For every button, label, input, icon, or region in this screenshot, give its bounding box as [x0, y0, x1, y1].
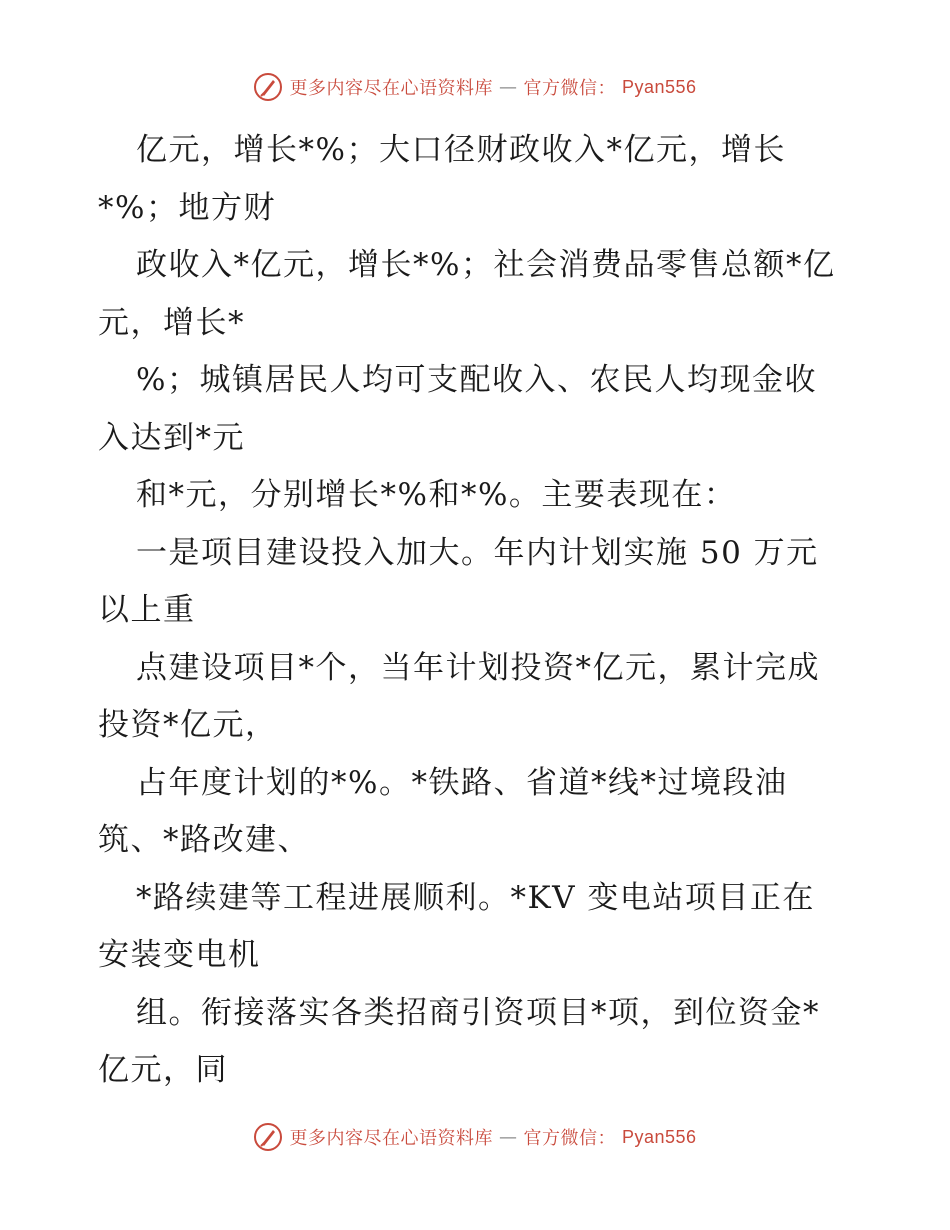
watermark-separator: —	[498, 1126, 518, 1148]
text-line: 元，增长*	[98, 304, 245, 341]
text-line: 一是项目建设投入加大。年内计划实施 50 万元	[136, 534, 819, 571]
watermark-suffix: 官方微信：	[523, 1128, 616, 1149]
quill-pen-logo-icon	[253, 72, 283, 102]
quill-pen-logo-icon	[253, 1122, 283, 1152]
text-line: 亿元，增长*%；大口径财政收入*亿元，增长	[136, 132, 786, 168]
document-body	[98, 122, 858, 1100]
watermark-text: 更多内容尽在心语资料库	[289, 1128, 493, 1149]
watermark-text: 更多内容尽在心语资料库	[289, 78, 493, 99]
text-line: 政收入*亿元，增长*%；社会消费品零售总额*亿	[136, 247, 836, 283]
text-line: 点建设项目*个，当年计划投资*亿元，累计完成	[136, 649, 820, 686]
text-line: *路续建等工程进展顺利。*KV 变电站项目正在	[136, 879, 815, 916]
text-line: 和*元，分别增长*%和*%。主要表现在：	[136, 477, 737, 513]
text-line: 亿元，同	[98, 1052, 228, 1088]
text-line: 占年度计划的*%。*铁路、省道*线*过境段油	[136, 764, 788, 801]
text-line: 筑、*路改建、	[98, 822, 310, 858]
footer-watermark	[0, 1122, 950, 1152]
text-line: 组。衔接落实各类招商引资项目*项，到位资金*	[136, 994, 820, 1031]
text-line: 以上重	[98, 592, 196, 628]
header-watermark	[0, 72, 950, 102]
watermark-separator: —	[498, 76, 518, 98]
watermark-id: Pyan556	[621, 76, 697, 97]
text-line: %；城镇居民人均可支配收入、农民人均现金收	[136, 362, 817, 398]
text-line: *%；地方财	[98, 189, 276, 226]
text-line: 投资*亿元，	[98, 707, 278, 743]
watermark-suffix: 官方微信：	[523, 78, 616, 99]
text-line: 安装变电机	[98, 937, 261, 973]
text-line: 入达到*元	[98, 419, 245, 456]
watermark-id: Pyan556	[621, 1126, 697, 1147]
